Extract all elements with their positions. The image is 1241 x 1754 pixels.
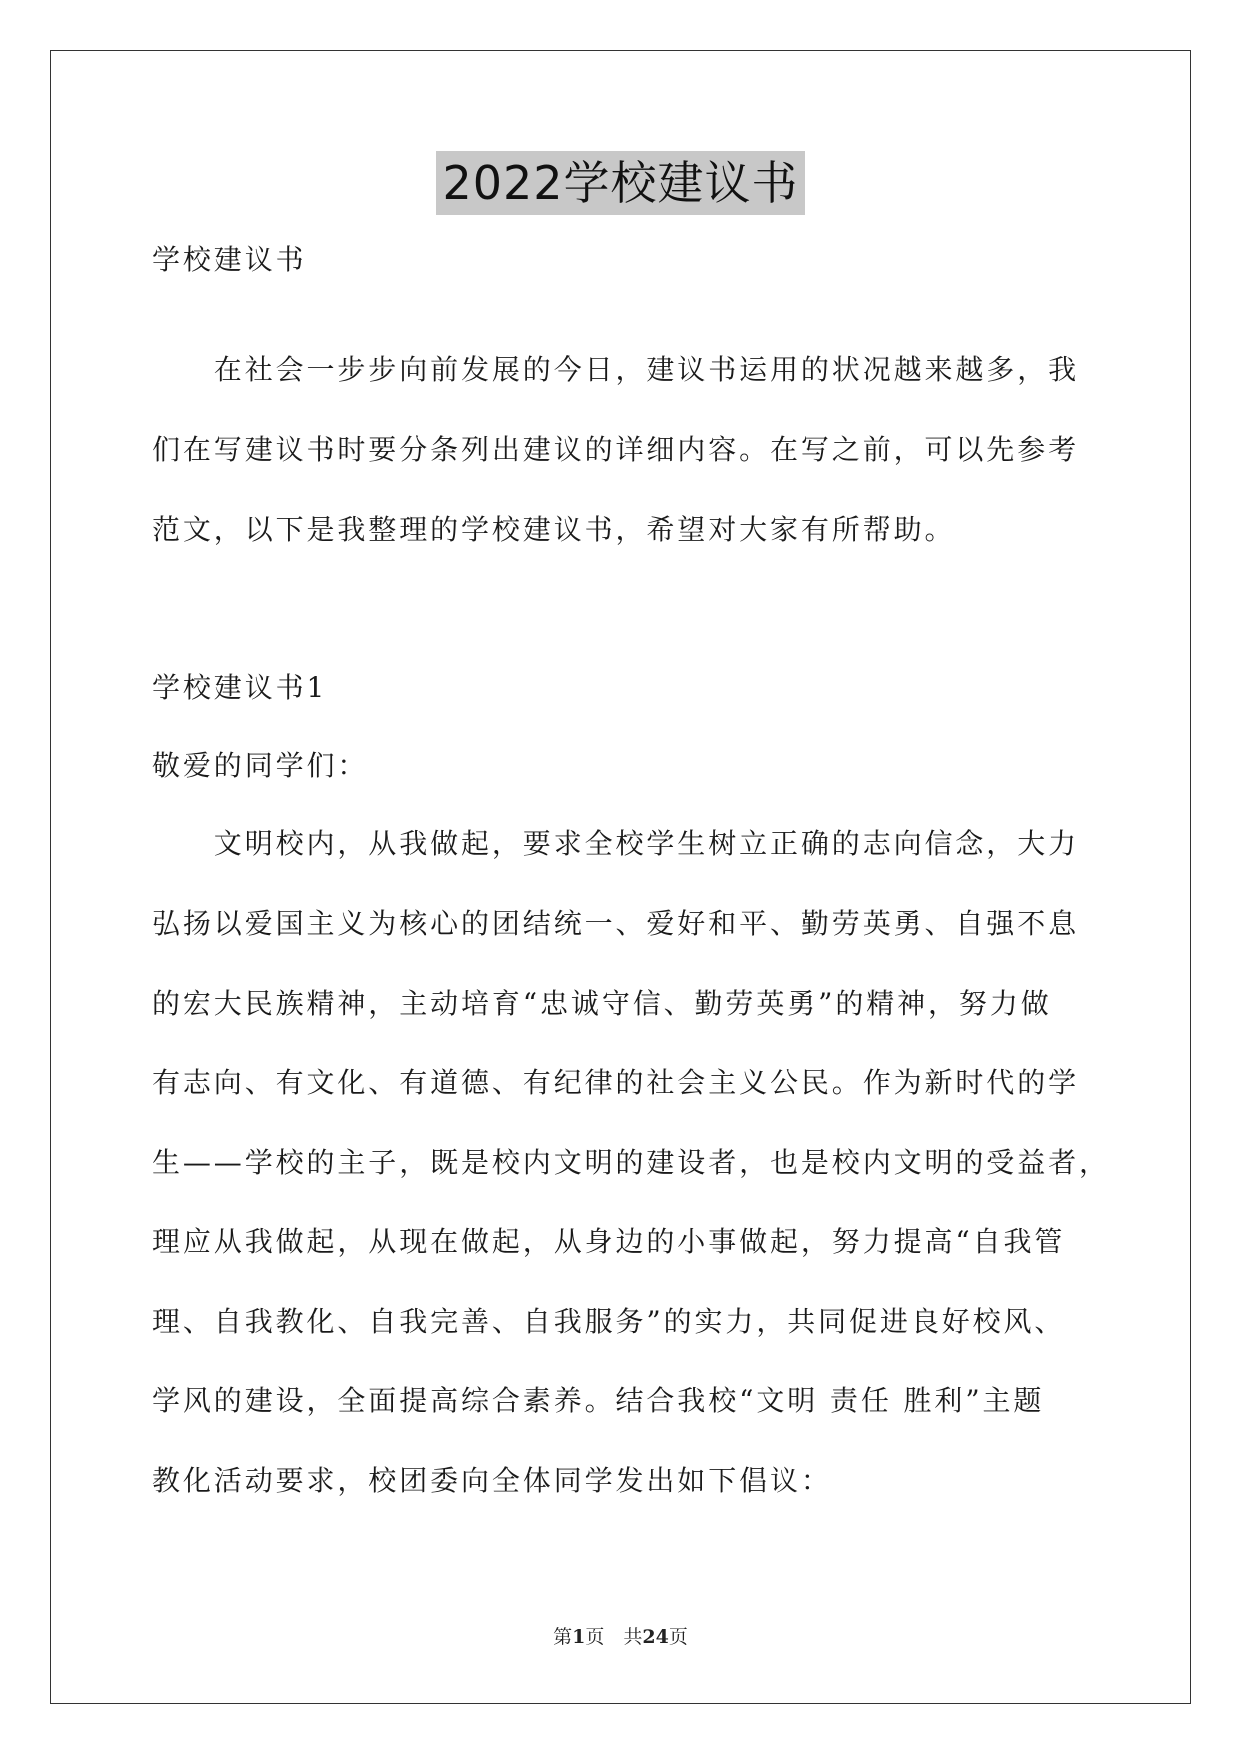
- body-line-5: 生——学校的主子，既是校内文明的建设者，也是校内文明的受益者，: [152, 1146, 1110, 1179]
- body-line-2: 弘扬以爱国主义为核心的团结统一、爱好和平、勤劳英勇、自强不息: [152, 907, 1080, 940]
- page-border: [50, 50, 1191, 1704]
- footer-page-number: 1: [572, 1626, 586, 1648]
- body-line-6: 理应从我做起，从现在做起，从身边的小事做起，努力提高“自我管: [152, 1225, 1066, 1258]
- footer-page-suffix: 页: [668, 1626, 688, 1648]
- title-container: [0, 151, 1241, 215]
- footer-total-pages: 24: [642, 1626, 669, 1648]
- footer-page-prefix: 第: [553, 1626, 573, 1648]
- body-line-9: 教化活动要求，校团委向全体同学发出如下倡议：: [152, 1464, 832, 1497]
- intro-line-2: 们在写建议书时要分条列出建议的详细内容。在写之前，可以先参考: [152, 433, 1080, 466]
- page-footer: [0, 1622, 1241, 1649]
- intro-line-3: 范文，以下是我整理的学校建议书，希望对大家有所帮助。: [152, 513, 956, 546]
- body-line-7: 理、自我教化、自我完善、自我服务”的实力，共同促进良好校风、: [152, 1305, 1066, 1338]
- document-subtitle: 学校建议书: [152, 243, 307, 276]
- footer-page-mid: 页 共: [585, 1626, 643, 1648]
- body-line-4: 有志向、有文化、有道德、有纪律的社会主义公民。作为新时代的学: [152, 1066, 1080, 1099]
- body-line-3: 的宏大民族精神，主动培育“忠诚守信、勤劳英勇”的精神，努力做: [152, 987, 1052, 1020]
- document-title: 2022学校建议书: [436, 151, 804, 215]
- body-line-8: 学风的建设，全面提高综合素养。结合我校“文明 责任 胜利”主题: [152, 1384, 1045, 1417]
- body-line-1: 文明校内，从我做起，要求全校学生树立正确的志向信念，大力: [152, 827, 1080, 860]
- section-heading: 学校建议书1: [152, 671, 328, 704]
- intro-line-1: 在社会一步步向前发展的今日，建议书运用的状况越来越多，我: [152, 353, 1080, 386]
- greeting: 敬爱的同学们：: [152, 749, 369, 782]
